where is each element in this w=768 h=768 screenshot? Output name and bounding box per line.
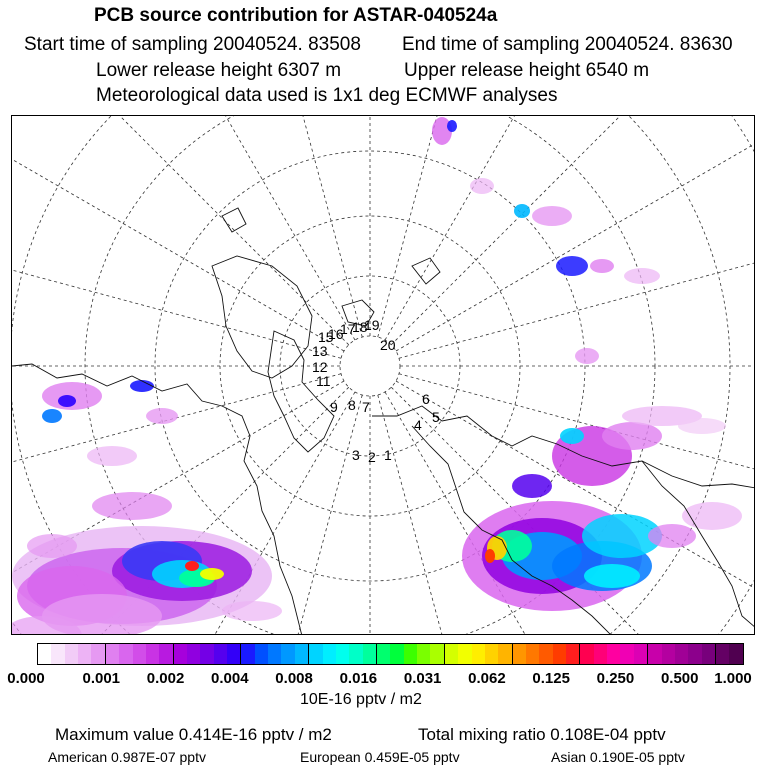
colorbar-cell bbox=[634, 644, 648, 664]
concentration-patch bbox=[512, 474, 552, 498]
colorbar-cell bbox=[214, 644, 227, 664]
colorbar-tick-label: 0.062 bbox=[468, 670, 506, 687]
concentration-patch bbox=[624, 268, 660, 284]
meridian-line bbox=[391, 116, 755, 345]
concentration-patch bbox=[575, 348, 599, 364]
colorbar-cell bbox=[255, 644, 268, 664]
concentration-patch bbox=[678, 418, 726, 434]
meridian-line bbox=[12, 116, 349, 345]
colorbar-cell bbox=[241, 644, 254, 664]
colorbar-cell bbox=[716, 644, 729, 664]
concentration-patch bbox=[146, 408, 178, 424]
trajectory-time-label: 2 bbox=[368, 449, 376, 465]
colorbar-cell bbox=[78, 644, 91, 664]
colorbar-cell bbox=[688, 644, 701, 664]
colorbar-cell bbox=[309, 644, 322, 664]
colorbar-cell bbox=[553, 644, 566, 664]
plot-title: PCB source contribution for ASTAR-040524a bbox=[94, 5, 498, 26]
colorbar-cell bbox=[390, 644, 403, 664]
trajectory-time-label: 12 bbox=[312, 359, 328, 375]
colorbar-tick-label: 0.250 bbox=[596, 670, 635, 687]
colorbar-cell bbox=[404, 644, 417, 664]
meridian-line bbox=[12, 133, 341, 358]
colorbar-cell bbox=[594, 644, 607, 664]
concentration-patch bbox=[222, 601, 282, 621]
concentration-patch bbox=[92, 492, 172, 520]
colorbar-cell bbox=[729, 644, 742, 664]
colorbar bbox=[37, 643, 744, 665]
concentration-patch bbox=[185, 561, 199, 571]
lower-release-label: Lower release height 6307 m bbox=[96, 60, 342, 81]
colorbar-cell bbox=[268, 644, 281, 664]
colorbar-tick-label: 1.000 bbox=[714, 670, 752, 687]
concentration-patch bbox=[200, 568, 224, 580]
colorbar-cell bbox=[336, 644, 349, 664]
meridian-line bbox=[385, 116, 755, 340]
concentration-patch bbox=[58, 395, 76, 407]
coastline-greenland bbox=[212, 256, 312, 378]
colorbar-tick-label: 0.016 bbox=[339, 670, 378, 687]
meridian-line bbox=[12, 116, 355, 340]
colorbar-cell bbox=[106, 644, 119, 664]
trajectory-time-label: 7 bbox=[362, 399, 370, 415]
colorbar-cell bbox=[445, 644, 458, 664]
colorbar-units: 10E-16 pptv / m2 bbox=[300, 691, 422, 708]
max-value-label: Maximum value 0.414E-16 pptv / m2 bbox=[55, 725, 332, 744]
colorbar-cell bbox=[526, 644, 539, 664]
colorbar-cell bbox=[65, 644, 78, 664]
concentration-patch bbox=[532, 206, 572, 226]
colorbar-cell bbox=[662, 644, 675, 664]
colorbar-tick-label: 0.004 bbox=[211, 670, 249, 687]
colorbar-cell bbox=[146, 644, 159, 664]
trajectory-time-label: 11 bbox=[316, 373, 331, 389]
colorbar-cell bbox=[566, 644, 580, 664]
trajectory-time-label: 6 bbox=[422, 391, 430, 407]
colorbar-cell bbox=[174, 644, 187, 664]
colorbar-cell bbox=[430, 644, 444, 664]
colorbar-tick-label: 0.125 bbox=[532, 670, 570, 687]
concentration-patch bbox=[432, 117, 452, 145]
colorbar-cell bbox=[51, 644, 64, 664]
trajectory-time-label: 13 bbox=[312, 343, 328, 359]
colorbar-cell bbox=[607, 644, 620, 664]
concentration-patch bbox=[602, 422, 662, 450]
colorbar-tick-label: 0.500 bbox=[660, 670, 699, 687]
trajectory-time-label: 1 bbox=[384, 447, 392, 463]
colorbar-cell bbox=[620, 644, 633, 664]
meridian-line bbox=[12, 116, 344, 351]
colorbar-cell bbox=[200, 644, 213, 664]
colorbar-cell bbox=[458, 644, 471, 664]
colorbar-cell bbox=[91, 644, 105, 664]
trajectory-time-labels bbox=[312, 317, 440, 465]
meridian-line bbox=[399, 133, 755, 358]
asian-contribution: Asian 0.190E-05 pptv bbox=[551, 749, 685, 765]
european-contribution: European 0.459E-05 pptv bbox=[300, 749, 460, 765]
polar-map bbox=[11, 115, 755, 635]
trajectory-time-label: 4 bbox=[414, 417, 422, 433]
colorbar-cell bbox=[363, 644, 377, 664]
colorbar-cell bbox=[295, 644, 309, 664]
total-mixing-label: Total mixing ratio 0.108E-04 pptv bbox=[418, 725, 666, 744]
concentration-patch bbox=[514, 204, 530, 218]
met-data-label: Meteorological data used is 1x1 deg ECMWF analyses bbox=[96, 85, 558, 106]
colorbar-cell bbox=[485, 644, 498, 664]
american-contribution: American 0.987E-07 pptv bbox=[48, 749, 206, 765]
colorbar-cell bbox=[349, 644, 362, 664]
trajectory-time-label: 19 bbox=[364, 317, 380, 333]
concentration-patch bbox=[584, 564, 640, 588]
colorbar-cell bbox=[675, 644, 688, 664]
trajectory-time-label: 3 bbox=[352, 447, 360, 463]
colorbar-cell bbox=[281, 644, 294, 664]
colorbar-tick-label: 0.000 bbox=[7, 670, 45, 687]
trajectory-time-label: 18 bbox=[352, 319, 368, 335]
colorbar-cell bbox=[472, 644, 485, 664]
colorbar-tick-label: 0.008 bbox=[275, 670, 313, 687]
meridian-line bbox=[396, 116, 755, 351]
concentration-patch bbox=[27, 534, 77, 558]
colorbar-tick-label: 0.002 bbox=[146, 670, 185, 687]
meridian-line bbox=[137, 116, 362, 337]
colorbar-cell bbox=[187, 644, 200, 664]
colorbar-cell bbox=[539, 644, 552, 664]
colorbar-cell bbox=[580, 644, 593, 664]
colorbar-cell bbox=[38, 644, 51, 664]
concentration-field bbox=[12, 117, 742, 635]
concentration-patch bbox=[470, 178, 494, 194]
concentration-patch bbox=[485, 549, 495, 563]
upper-release-label: Upper release height 6540 m bbox=[404, 60, 650, 81]
colorbar-cell bbox=[159, 644, 173, 664]
colorbar-cell bbox=[133, 644, 146, 664]
concentration-patch bbox=[447, 120, 457, 132]
concentration-patch bbox=[130, 380, 154, 392]
concentration-patch bbox=[648, 524, 696, 548]
concentration-patch bbox=[590, 259, 614, 273]
polar-map-svg bbox=[12, 116, 755, 635]
trajectory-time-label: 20 bbox=[380, 337, 396, 353]
concentration-patch bbox=[682, 502, 742, 530]
colorbar-cell bbox=[377, 644, 390, 664]
colorbar-cell bbox=[702, 644, 716, 664]
colorbar-cell bbox=[513, 644, 526, 664]
colorbar-cell bbox=[227, 644, 241, 664]
concentration-patch bbox=[556, 256, 588, 276]
concentration-patch bbox=[87, 446, 137, 466]
colorbar-cell bbox=[498, 644, 512, 664]
colorbar-tick-label: 0.031 bbox=[403, 670, 442, 687]
colorbar-cell bbox=[119, 644, 132, 664]
trajectory-time-label: 9 bbox=[330, 399, 338, 415]
trajectory-time-label: 16 bbox=[328, 326, 344, 342]
trajectory-time-label: 17 bbox=[340, 321, 356, 337]
colorbar-cell bbox=[323, 644, 336, 664]
colorbar-cell bbox=[417, 644, 430, 664]
trajectory-time-label: 5 bbox=[432, 409, 440, 425]
trajectory-time-label: 15 bbox=[318, 329, 334, 345]
colorbar-cell bbox=[648, 644, 661, 664]
trajectory-time-label: 8 bbox=[348, 397, 356, 413]
concentration-patch bbox=[560, 428, 584, 444]
end-time-label: End time of sampling 20040524. 83630 bbox=[402, 34, 733, 55]
colorbar-tick-label: 0.001 bbox=[82, 670, 121, 687]
meridian-line bbox=[378, 116, 603, 337]
start-time-label: Start time of sampling 20040524. 83508 bbox=[24, 34, 361, 55]
concentration-patch bbox=[42, 409, 62, 423]
